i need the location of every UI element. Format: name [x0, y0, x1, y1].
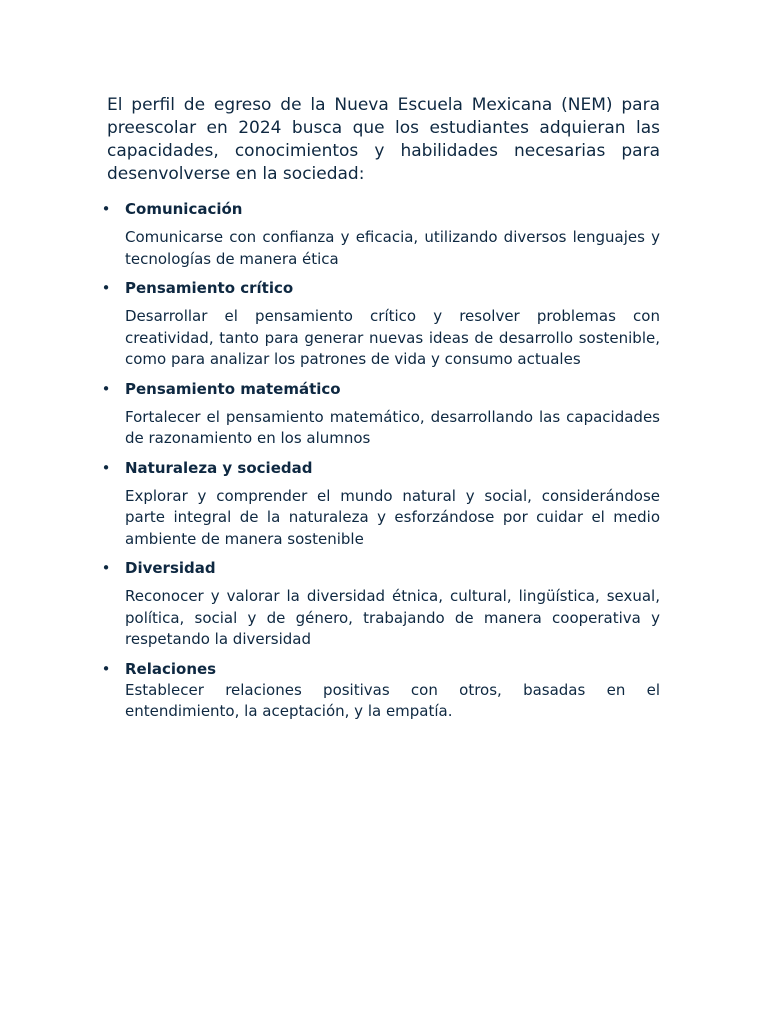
list-item-pensamiento-matematico — [101, 378, 660, 450]
bullet-icon: • — [101, 279, 111, 297]
item-description: Desarrollar el pensamiento crítico y resolver problemas con creatividad, tanto para generar nuevas ideas de desarrollo sostenible, como para analizar los patrones de vida y consumo actuales — [125, 307, 660, 368]
bullet-icon: • — [101, 200, 111, 218]
item-description: Explorar y comprender el mundo natural y social, considerándose parte integral de la naturaleza y esforzándose por cuidar el medio ambiente de manera sostenible — [125, 486, 660, 548]
item-description: Establecer relaciones positivas con otros, basadas en el entendimiento, la aceptación, y la empatía. — [125, 680, 660, 720]
item-title: Diversidad — [125, 559, 216, 577]
list-item-naturaleza-sociedad — [101, 457, 660, 551]
list-item-relaciones — [101, 658, 660, 723]
bullet-icon: • — [101, 659, 111, 678]
profile-list — [101, 198, 660, 723]
intro-paragraph: El perfil de egreso de la Nueva Escuela Mexicana (NEM) para preescolar en 2024 busca que los estudiantes adquieran las capacidades, conocimientos y habilidades necesarias para desenvolverse en la sociedad: — [107, 95, 660, 184]
item-title: Relaciones — [125, 659, 217, 678]
item-description: Comunicarse con confianza y eficacia, utilizando diversos lenguajes y tecnologías de manera ética — [125, 228, 660, 268]
bullet-icon: • — [101, 559, 111, 577]
item-title: Comunicación — [125, 200, 243, 218]
list-item-pensamiento-critico — [101, 277, 660, 371]
bullet-icon: • — [101, 458, 111, 477]
item-title: Naturaleza y sociedad — [125, 458, 313, 477]
list-item-comunicacion — [101, 198, 660, 270]
bullet-icon: • — [101, 379, 111, 398]
list-item-diversidad — [101, 557, 660, 651]
item-title: Pensamiento crítico — [125, 279, 294, 297]
item-description: Reconocer y valorar la diversidad étnica, cultural, lingüística, sexual, política, social y de género, trabajando de manera cooperativa y respetando la diversidad — [125, 587, 660, 648]
item-title: Pensamiento matemático — [125, 379, 341, 398]
item-description: Fortalecer el pensamiento matemático, desarrollando las capacidades de razonamiento en los alumnos — [125, 407, 660, 447]
